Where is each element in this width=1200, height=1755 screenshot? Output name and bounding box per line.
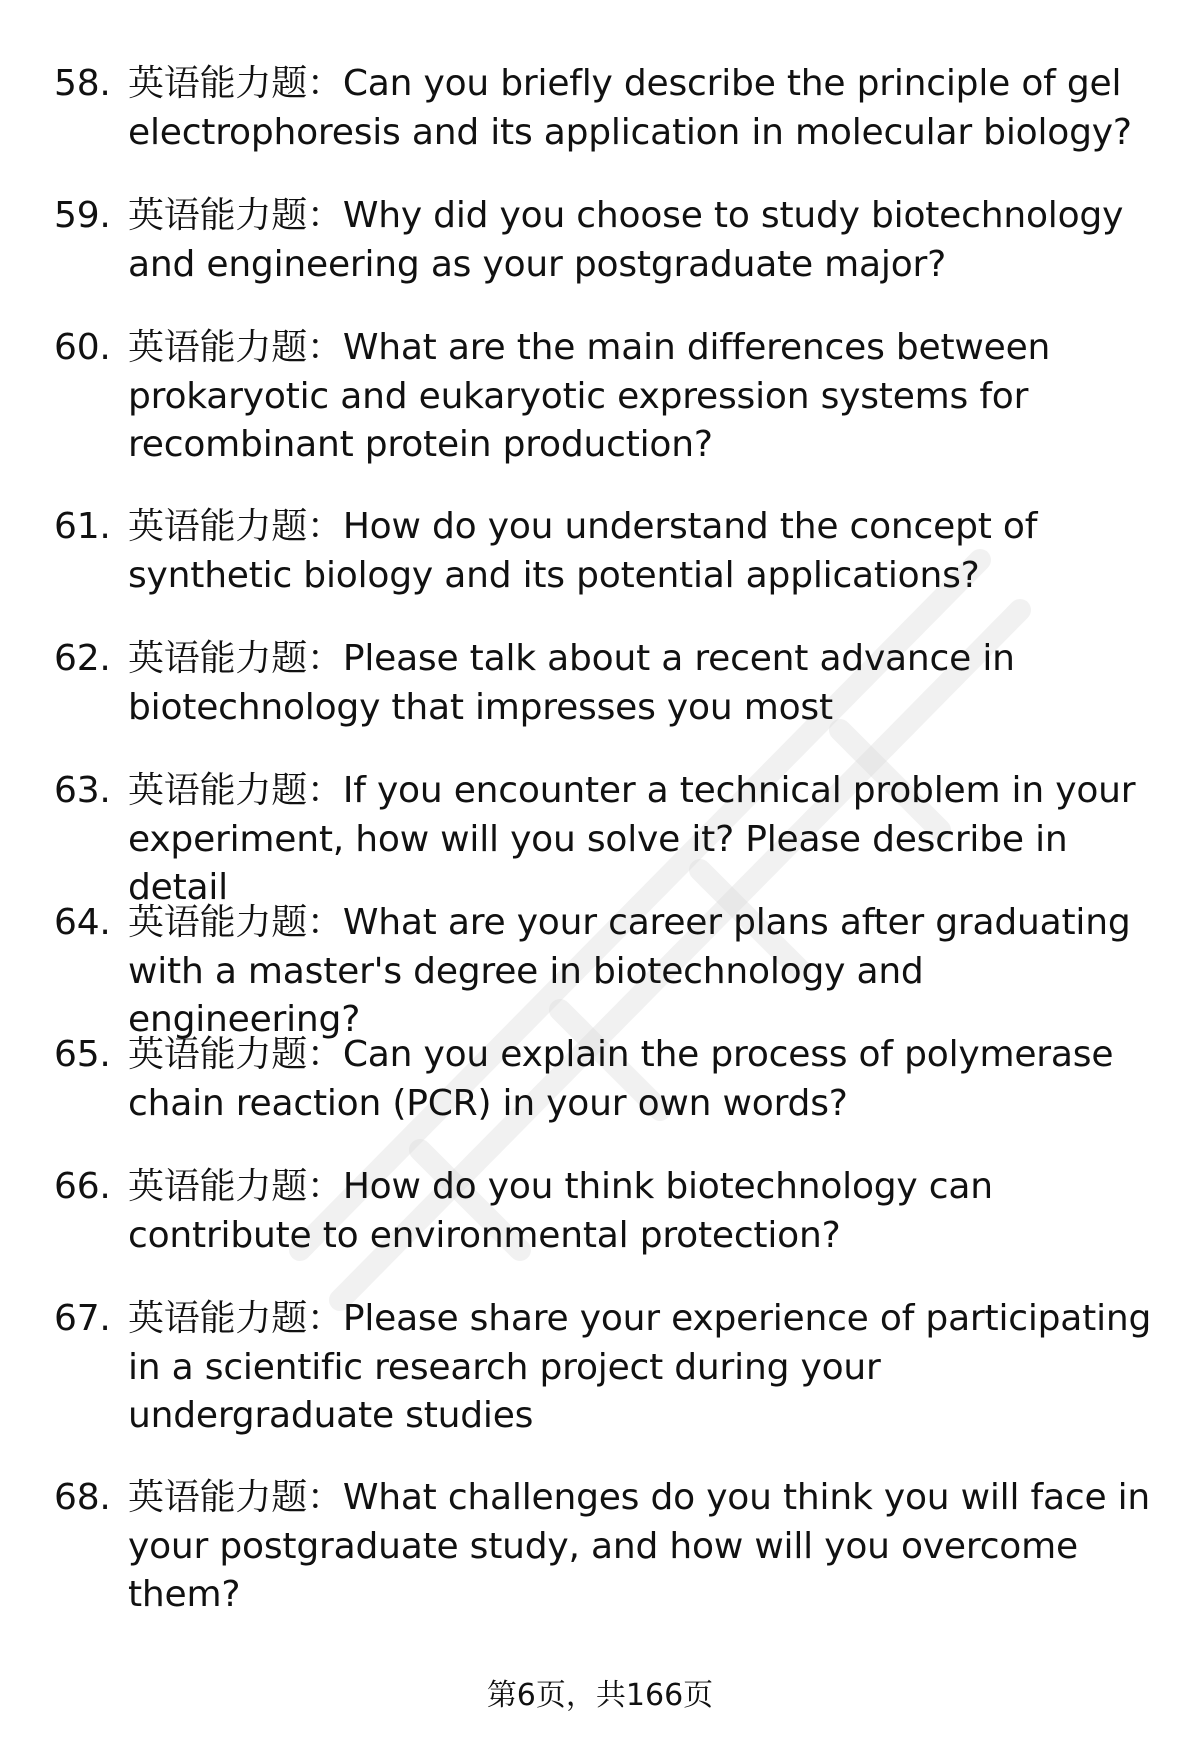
- question-item: [54, 635, 1154, 732]
- question-item: [54, 60, 1154, 157]
- question-text: If you encounter a technical problem in your experiment, how will you solve it? Please describe in detail: [128, 770, 1136, 908]
- question-body: [128, 324, 1154, 470]
- question-text: What are the main differences between prokaryotic and eukaryotic expression systems for recombinant protein production?: [128, 327, 1051, 465]
- question-tag: 英语能力题：: [128, 770, 343, 811]
- question-text: How do you think biotechnology can contribute to environmental protection?: [128, 1166, 993, 1256]
- question-text: What are your career plans after graduating with a master's degree in biotechnology and engineering?: [128, 902, 1131, 1040]
- question-tag: 英语能力题：: [128, 1034, 343, 1075]
- question-body: [128, 635, 1154, 732]
- question-number: 68.: [54, 1477, 111, 1518]
- question-number: 62.: [54, 638, 111, 679]
- question-tag: 英语能力题：: [128, 1166, 343, 1207]
- question-tag: 英语能力题：: [128, 506, 343, 547]
- question-tag: 英语能力题：: [128, 63, 343, 104]
- question-body: [128, 1031, 1154, 1128]
- question-text: How do you understand the concept of synthetic biology and its potential applications?: [128, 506, 1038, 596]
- question-item: [54, 1295, 1154, 1441]
- question-item: [54, 192, 1154, 289]
- question-number: 65.: [54, 1034, 111, 1075]
- question-item: [54, 899, 1154, 1045]
- question-body: [128, 60, 1154, 157]
- question-text: Please talk about a recent advance in biotechnology that impresses you most: [128, 638, 1015, 728]
- question-text: Please share your experience of participating in a scientific research project during your undergraduate studies: [128, 1298, 1152, 1436]
- question-number: 61.: [54, 506, 111, 547]
- question-body: [128, 1295, 1154, 1441]
- question-body: [128, 503, 1154, 600]
- question-text: Why did you choose to study biotechnology and engineering as your postgraduate major?: [128, 195, 1124, 285]
- question-tag: 英语能力题：: [128, 1298, 343, 1339]
- question-item: [54, 1031, 1154, 1128]
- question-body: [128, 767, 1154, 913]
- question-text: What challenges do you think you will face in your postgraduate study, and how will you overcome them?: [128, 1477, 1151, 1615]
- question-item: [54, 503, 1154, 600]
- question-body: [128, 899, 1154, 1045]
- question-number: 66.: [54, 1166, 111, 1207]
- question-text: Can you briefly describe the principle of gel electrophoresis and its application in molecular biology?: [128, 63, 1132, 153]
- question-item: [54, 767, 1154, 913]
- question-number: 64.: [54, 902, 111, 943]
- question-number: 63.: [54, 770, 111, 811]
- page-number: 第6页，共166页: [486, 1678, 714, 1713]
- question-number: 59.: [54, 195, 111, 236]
- question-number: 58.: [54, 63, 111, 104]
- question-number: 67.: [54, 1298, 111, 1339]
- question-body: [128, 192, 1154, 289]
- question-tag: 英语能力题：: [128, 902, 343, 943]
- question-tag: 英语能力题：: [128, 327, 343, 368]
- question-item: [54, 1474, 1154, 1620]
- question-tag: 英语能力题：: [128, 195, 343, 236]
- question-item: [54, 324, 1154, 470]
- question-tag: 英语能力题：: [128, 638, 343, 679]
- question-number: 60.: [54, 327, 111, 368]
- question-body: [128, 1474, 1154, 1620]
- question-tag: 英语能力题：: [128, 1477, 343, 1518]
- question-item: [54, 1163, 1154, 1260]
- question-text: Can you explain the process of polymerase chain reaction (PCR) in your own words?: [128, 1034, 1114, 1124]
- question-body: [128, 1163, 1154, 1260]
